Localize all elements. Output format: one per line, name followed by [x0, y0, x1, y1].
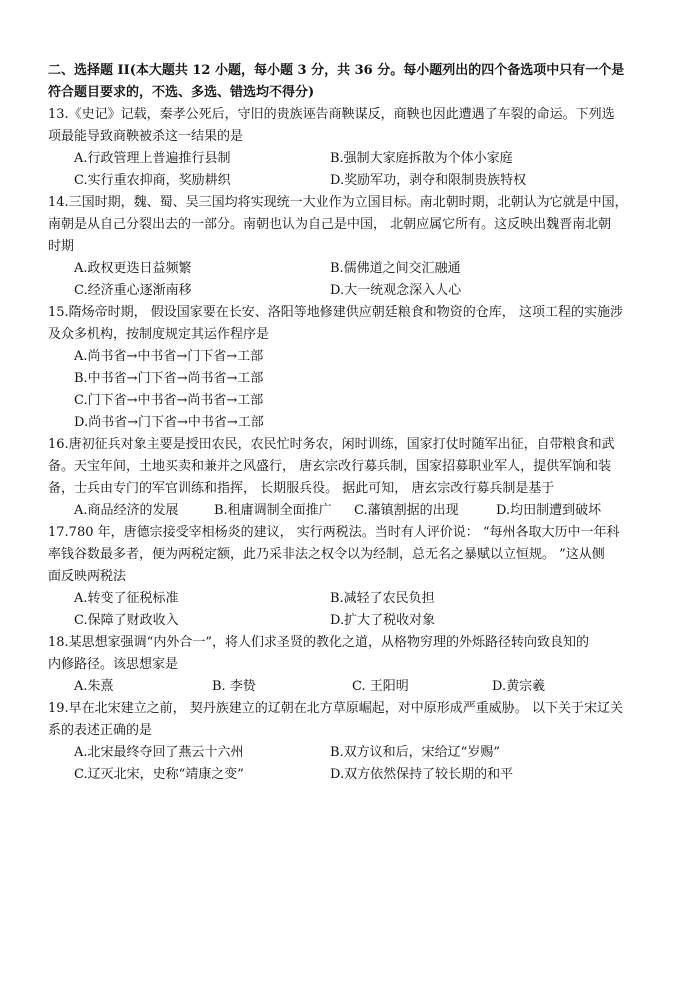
stem-line: 内修路径。该思想家是 — [48, 657, 179, 672]
stem-line: 项最能导致商鞅被杀这一结果的是 — [48, 129, 244, 144]
option-d[interactable]: D.尚书省→门下省→中书省→工部 — [74, 415, 264, 430]
option-d[interactable]: D.奖励军功，剥夺和限制贵族特权 — [330, 173, 527, 188]
option-d[interactable]: D.黄宗羲 — [492, 679, 546, 694]
option-b[interactable]: B.租庸调制全面推广 — [214, 503, 332, 518]
option-c[interactable]: C. 王阳明 — [352, 679, 409, 694]
question-16 — [48, 434, 656, 522]
option-row — [48, 500, 656, 522]
option-b[interactable]: B.双方议和后，宋给辽“岁赐” — [330, 745, 500, 760]
option-row — [48, 610, 656, 632]
question-stem — [48, 434, 656, 500]
option-row — [48, 676, 656, 698]
question-stem — [48, 698, 656, 742]
question-stem — [48, 192, 656, 258]
stem-line: 13.《史记》记载，秦孝公死后，守旧的贵族诬告商鞅谋反，商鞅也因此遭遇了车裂的命运。下列选 — [48, 107, 615, 122]
option-row — [48, 280, 656, 302]
option-c[interactable]: C.辽灭北宋，史称“靖康之变” — [74, 767, 244, 782]
stem-line: 15.隋炀帝时期， 假设国家要在长安、洛阳等地修建供应朝廷粮食和物资的仓库， 这项工程的实施涉 — [48, 305, 623, 320]
question-stem — [48, 302, 656, 346]
option-a[interactable]: A.北宋最终夺回了燕云十六州 — [74, 745, 244, 760]
option-d[interactable]: D.大一统观念深入人心 — [330, 283, 462, 298]
option-a[interactable]: A.商品经济的发展 — [74, 503, 179, 518]
stem-line: 面反映两税法 — [48, 569, 127, 584]
option-b[interactable]: B.中书省→门下省→尚书省→工部 — [74, 371, 264, 386]
stem-line: 率钱谷数最多者，便为两税定额，此乃采非法之权令以为经制，总无名之暴赋以立恒规。 ”这从侧 — [48, 547, 605, 562]
option-row — [48, 588, 656, 610]
question-15 — [48, 302, 656, 434]
option-row — [48, 170, 656, 192]
option-b[interactable]: B.强制大家庭拆散为个体小家庭 — [330, 151, 513, 166]
option-a[interactable]: A.朱熹 — [74, 679, 114, 694]
option-c[interactable]: C.实行重农抑商，奖励耕织 — [74, 173, 231, 188]
question-stem — [48, 632, 656, 676]
option-d[interactable]: D.均田制遭到破坏 — [496, 503, 602, 518]
option-a[interactable]: A.尚书省→中书省→门下省→工部 — [74, 349, 264, 364]
stem-line: 18.某思想家强调“内外合一”，将人们求圣贤的教化之道，从格物穷理的外烁路径转向致良知的 — [48, 635, 589, 650]
option-b[interactable]: B.儒佛道之间交汇融通 — [330, 261, 461, 276]
question-14 — [48, 192, 656, 302]
option-d[interactable]: D.双方依然保持了较长期的和平 — [330, 767, 514, 782]
question-19 — [48, 698, 656, 786]
option-c[interactable]: C.门下省→中书省→尚书省→工部 — [74, 393, 264, 408]
option-b[interactable]: B. 李贽 — [212, 679, 256, 694]
option-a[interactable]: A.转变了征税标准 — [74, 591, 179, 606]
section-title-line1: 二、选择题 II(本大题共 12 小题，每小题 3 分，共 36 分。每小题列出的四个备选项中只有一个是 — [48, 63, 625, 78]
option-row — [48, 148, 656, 170]
stem-line: 时期 — [48, 239, 75, 254]
option-row — [48, 258, 656, 280]
stem-line: 19.早在北宋建立之前， 契丹族建立的辽朝在北方草原崛起，对中原形成严重威胁。 以下关于宋辽关 — [48, 701, 623, 716]
option-c[interactable]: C.经济重心逐渐南移 — [74, 283, 192, 298]
stem-line: 系的表述正确的是 — [48, 723, 153, 738]
option-c[interactable]: C.保障了财政收入 — [74, 613, 179, 628]
stem-line: 14.三国时期，魏、蜀、吴三国均将实现统一大业作为立国目标。南北朝时期，北朝认为它就是中国， — [48, 195, 628, 210]
question-stem — [48, 522, 656, 588]
option-row — [48, 764, 656, 786]
option-a[interactable]: A.行政管理上普遍推行县制 — [74, 151, 231, 166]
section-title-line2: 符合题目要求的，不选、多选、错选均不得分) — [48, 85, 315, 100]
section-title — [48, 60, 656, 104]
question-13 — [48, 104, 656, 192]
option-d[interactable]: D.扩大了税收对象 — [330, 613, 436, 628]
stem-line: 17.780 年，唐德宗接受宰相杨炎的建议， 实行两税法。当时有人评价说： “每州各取大历中一年科 — [48, 525, 620, 540]
question-18 — [48, 632, 656, 698]
option-c[interactable]: C.藩镇割据的出现 — [354, 503, 459, 518]
question-17 — [48, 522, 656, 632]
stem-line: 及众多机构，按制度规定其运作程序是 — [48, 327, 270, 342]
stem-line: 备，士兵由专门的军官训练和指挥， 长期服兵役。 据此可知， 唐玄宗改行募兵制是基于 — [48, 481, 555, 496]
option-a[interactable]: A.政权更迭日益频繁 — [74, 261, 192, 276]
question-stem — [48, 104, 656, 148]
stem-line: 南朝是从自己分裂出去的一部分。南朝也认为自己是中国， 北朝应属它所有。这反映出魏晋南北朝 — [48, 217, 612, 232]
stem-line: 16.唐初征兵对象主要是授田农民，农民忙时务农，闲时训练，国家打仗时随军出征，自带粮食和武 — [48, 437, 615, 452]
option-b[interactable]: B.减轻了农民负担 — [330, 591, 435, 606]
stem-line: 备。天宝年间，土地买卖和兼并之风盛行， 唐玄宗改行募兵制，国家招募职业军人，提供军饷和装 — [48, 459, 612, 474]
option-row — [48, 742, 656, 764]
